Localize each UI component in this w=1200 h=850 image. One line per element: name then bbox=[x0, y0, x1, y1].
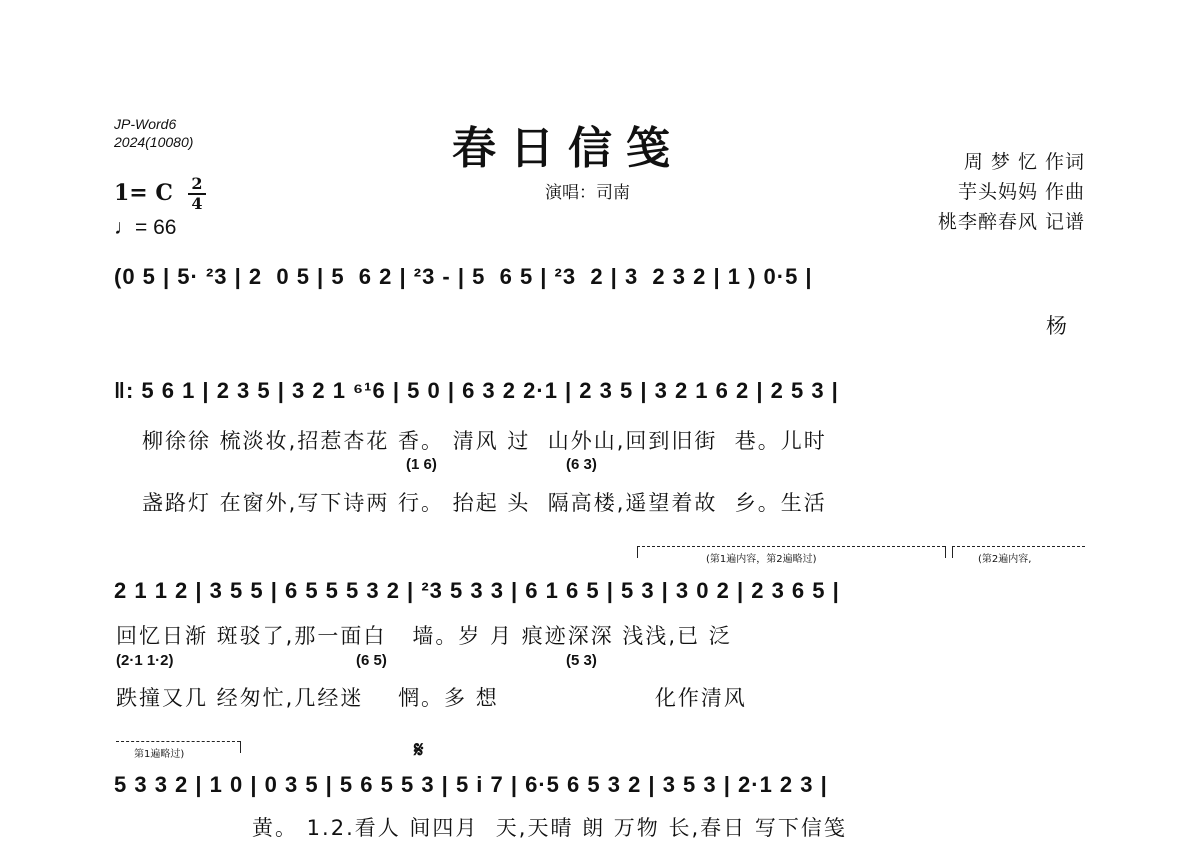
volta-bracket-2-left bbox=[952, 546, 953, 558]
quarter-note-icon: ♩ bbox=[114, 216, 135, 239]
volta-bracket-1-label: (第1遍内容，第2遍略过) bbox=[706, 554, 817, 565]
score-row-1-lyrics-verse1: 柳徐徐 梳淡妆,招惹杏花 香。 清风 过 山外山,回到旧街 巷。儿时 bbox=[142, 429, 827, 453]
volta-bracket-2-continued bbox=[116, 741, 240, 742]
volta-bracket-2-end bbox=[240, 741, 241, 753]
segno-icon: 𝄋 bbox=[414, 738, 424, 763]
software-version: 2024(10080) bbox=[114, 134, 194, 150]
volta-bracket-1-right bbox=[945, 546, 946, 558]
score-row-1-lyrics-verse2: 盏路灯 在窗外,写下诗两 行。 抬起 头 隔高楼,遥望着故 乡。生活 bbox=[142, 491, 827, 515]
composer-credit: 芋头妈妈 作曲 bbox=[957, 181, 1085, 203]
tempo-value: = 66 bbox=[135, 216, 177, 239]
software-name: JP-Word6 bbox=[114, 116, 177, 132]
score-row-intro-notes: (0 5 | 5· ²3 | 2 0 5 | 5 6 2 | ²3 - | 5 6 5 | ²3 2 | 3 2 3 2 | 1 ) 0·5 | bbox=[114, 264, 813, 289]
volta-bracket-1-left bbox=[637, 546, 638, 558]
song-title: 春日信笺 bbox=[452, 123, 684, 174]
singer: 演唱：司南 bbox=[545, 183, 630, 203]
key-signature: 1= C bbox=[114, 180, 173, 206]
alternate-notes: (5 3) bbox=[566, 652, 597, 669]
alternate-notes: (6 5) bbox=[356, 652, 387, 669]
time-signature-bottom: 4 bbox=[191, 194, 203, 213]
tempo-marking bbox=[114, 216, 176, 240]
alternate-notes: (6 3) bbox=[566, 456, 597, 473]
score-row-2-lyrics-verse1: 回忆日渐 斑驳了,那一面白 墙。岁 月 痕迹深深 浅浅,已 泛 bbox=[116, 624, 732, 648]
score-row-3-lyrics-verse1: 黄。 1.2.看人 间四月 天,天晴 朗 万物 长,春日 写下信笺 bbox=[252, 816, 847, 840]
alternate-notes: (1 6) bbox=[406, 456, 437, 473]
alternate-notes: (2·1 1·2) bbox=[116, 652, 174, 669]
transcriber-credit: 桃李醉春风 记谱 bbox=[937, 211, 1085, 233]
pickup-lyric: 杨 bbox=[1046, 314, 1069, 338]
score-row-2-lyrics-verse2: 跌撞又几 经匆忙,几经迷 惘。多 想 化作清风 bbox=[116, 686, 747, 710]
score-row-3-notes: 5 3 3 2 | 1 0 | 0 3 5 | 5 6 5 5 3 | 5 i 7 | 6·5 6 5 3 2 | 3 5 3 | 2·1 2 3 | bbox=[114, 772, 828, 797]
lyricist-credit: 周 梦 忆 作词 bbox=[963, 151, 1085, 173]
time-signature-top: 2 bbox=[191, 174, 203, 193]
time-signature bbox=[188, 176, 206, 212]
volta-bracket-2-label-continued: 第1遍略过) bbox=[134, 749, 185, 760]
volta-bracket-2-label: (第2遍内容, bbox=[978, 554, 1032, 565]
score-row-2-notes: 2 1 1 2 | 3 5 5 | 6 5 5 5 3 2 | ²3 5 3 3 | 6 1 6 5 | 5 3 | 3 0 2 | 2 3 6 5 | bbox=[114, 578, 840, 603]
score-row-1-notes: ‖: 5 6 1 | 2 3 5 | 3 2 1 ⁶¹6 | 5 0 | 6 3 2 2·1 | 2 3 5 | 3 2 1 6 2 | 2 5 3 | bbox=[114, 378, 839, 403]
volta-bracket-2 bbox=[952, 546, 1085, 547]
volta-bracket-1 bbox=[637, 546, 945, 547]
